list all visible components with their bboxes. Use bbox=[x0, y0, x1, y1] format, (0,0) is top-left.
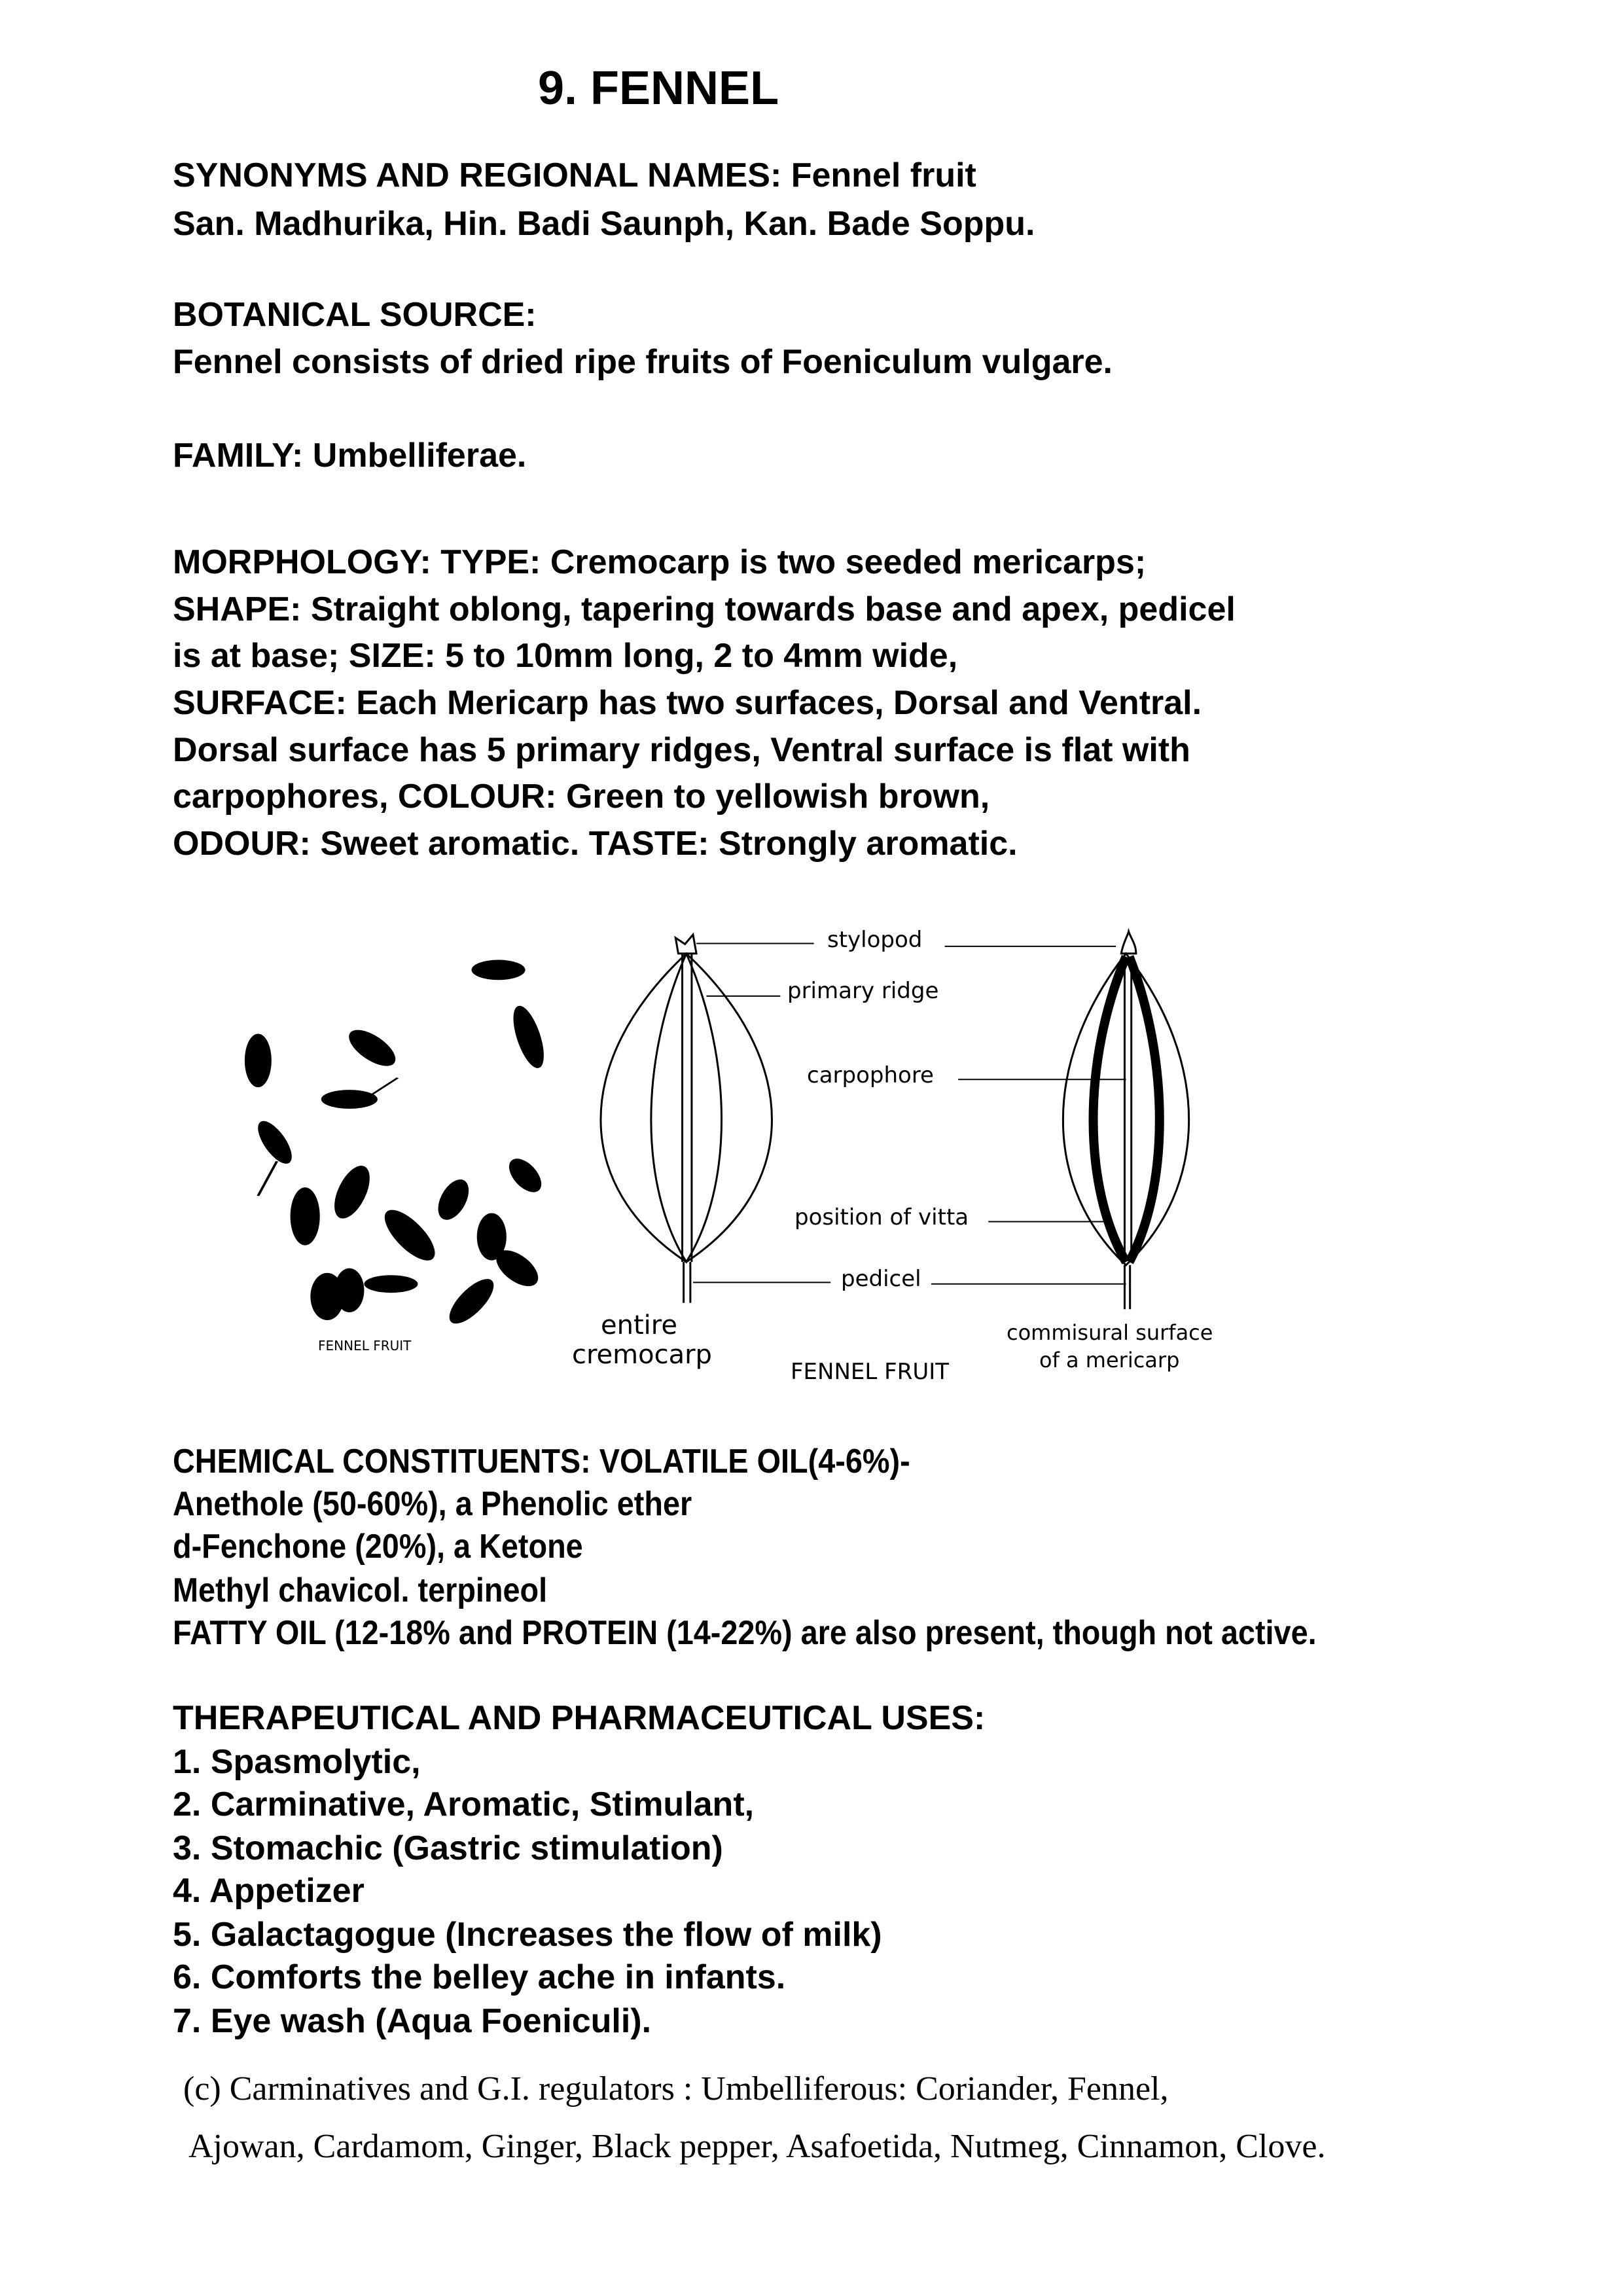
morphology-line: Dorsal surface has 5 primary ridges, Ventral surface is flat with bbox=[173, 731, 1190, 769]
label-stylopod: stylopod bbox=[827, 927, 923, 953]
use-item: 7. Eye wash (Aqua Foeniculi). bbox=[173, 2002, 652, 2040]
label-pedicel: pedicel bbox=[841, 1266, 921, 1292]
morphology-line: is at base; SIZE: 5 to 10mm long, 2 to 4mm wide, bbox=[173, 637, 958, 675]
morphology-line: MORPHOLOGY: TYPE: Cremocarp is two seeded mericarps; bbox=[173, 543, 1147, 581]
chemical-line: FATTY OIL (12-18% and PROTEIN (14-22%) are also present, though not active. bbox=[173, 1614, 1317, 1652]
family: FAMILY: Umbelliferae. bbox=[173, 437, 527, 475]
botanical-text: Fennel consists of dried ripe fruits of Foeniculum vulgare. bbox=[173, 343, 1113, 381]
label-primary-ridge: primary ridge bbox=[787, 978, 939, 1004]
morphology-line: ODOUR: Sweet aromatic. TASTE: Strongly aromatic. bbox=[173, 825, 1018, 863]
morphology-line: carpophores, COLOUR: Green to yellowish brown, bbox=[173, 778, 990, 816]
mericarp-drawing bbox=[1063, 931, 1188, 1309]
page-title: 9. FENNEL bbox=[538, 62, 779, 115]
morphology-line: SHAPE: Straight oblong, tapering towards base and apex, pedicel bbox=[173, 590, 1236, 628]
chemical-line: Anethole (50-60%), a Phenolic ether bbox=[173, 1485, 692, 1523]
cremocarp-caption: entire bbox=[601, 1310, 677, 1340]
use-item: 5. Galactagogue (Increases the flow of milk) bbox=[173, 1916, 882, 1954]
footer-note: Ajowan, Cardamom, Ginger, Black pepper, Asafoetida, Nutmeg, Cinnamon, Clove. bbox=[188, 2128, 1326, 2165]
label-vitta: position of vitta bbox=[794, 1204, 969, 1230]
label-carpophore: carpophore bbox=[807, 1062, 934, 1088]
cremocarp-drawing bbox=[601, 935, 772, 1303]
figure-caption: FENNEL FRUIT bbox=[791, 1359, 950, 1385]
use-item: 6. Comforts the belley ache in infants. bbox=[173, 1958, 786, 1996]
footer-note: (c) Carminatives and G.I. regulators : Umbelliferous: Coriander, Fennel, bbox=[183, 2070, 1169, 2108]
mericarp-caption: commisural surface bbox=[1007, 1320, 1213, 1345]
photo-caption: FENNEL FRUIT bbox=[318, 1338, 412, 1354]
chemical-line: d-Fenchone (20%), a Ketone bbox=[173, 1528, 583, 1566]
use-item: 3. Stomachic (Gastric stimulation) bbox=[173, 1829, 723, 1867]
morphology-line: SURFACE: Each Mericarp has two surfaces, Dorsal and Ventral. bbox=[173, 684, 1202, 722]
mericarp-caption: of a mericarp bbox=[1039, 1348, 1180, 1372]
use-item: 2. Carminative, Aromatic, Stimulant, bbox=[173, 1785, 755, 1823]
synonyms-heading: SYNONYMS AND REGIONAL NAMES: Fennel fruit bbox=[173, 156, 976, 194]
botanical-heading: BOTANICAL SOURCE: bbox=[173, 296, 537, 334]
use-item: 1. Spasmolytic, bbox=[173, 1743, 421, 1781]
chemical-heading: CHEMICAL CONSTITUENTS: VOLATILE OIL(4-6%)- bbox=[173, 1443, 910, 1480]
cremocarp-caption: cremocarp bbox=[572, 1340, 712, 1370]
fennel-fruit-photo bbox=[245, 960, 550, 1326]
synonyms-text: San. Madhurika, Hin. Badi Saunph, Kan. Bade Soppu. bbox=[173, 205, 1035, 243]
chemical-line: Methyl chavicol. terpineol bbox=[173, 1571, 548, 1609]
use-item: 4. Appetizer bbox=[173, 1872, 365, 1910]
uses-heading: THERAPEUTICAL AND PHARMACEUTICAL USES: bbox=[173, 1699, 986, 1737]
